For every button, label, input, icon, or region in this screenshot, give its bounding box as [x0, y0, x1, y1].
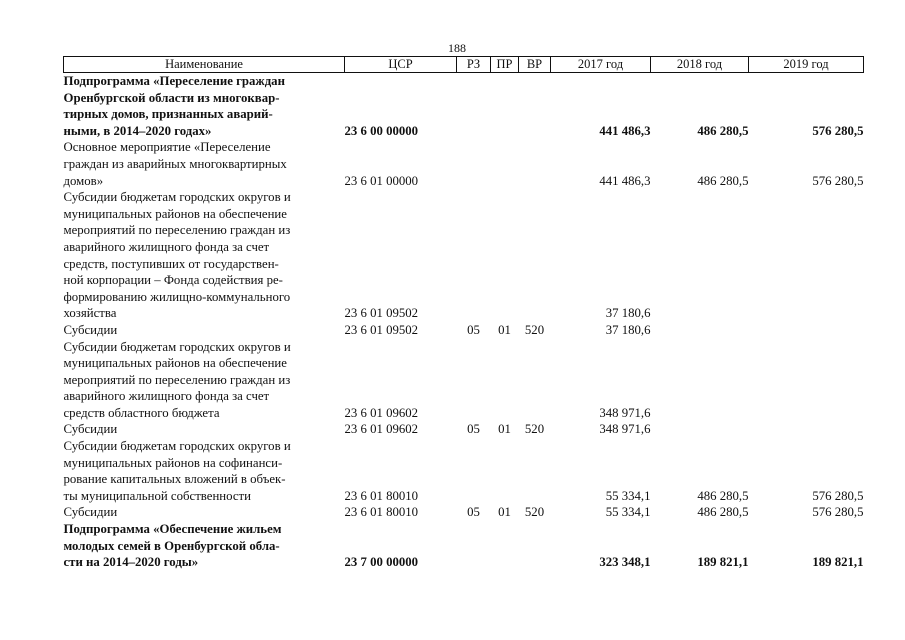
- row-rz: [457, 521, 491, 571]
- name-line: Субсидии: [63, 505, 118, 520]
- column-header-pr: ПР: [491, 57, 519, 73]
- row-rz: [457, 189, 491, 322]
- row-csr: 23 6 01 80010: [344, 505, 419, 520]
- name-line: формированию жилищно-коммунального: [63, 289, 291, 304]
- row-2019: 576 280,5: [812, 123, 864, 138]
- name-line: Подпрограмма «Обеспечение жильем: [63, 522, 282, 537]
- row-2017: 348 971,6: [599, 405, 651, 420]
- row-vr: [519, 438, 551, 504]
- name-line: мероприятий по переселению граждан из: [63, 372, 291, 387]
- row-name: [64, 139, 345, 189]
- column-header-rz: РЗ: [457, 57, 491, 73]
- row-pr: [491, 73, 519, 140]
- row-csr: 23 6 01 09502: [344, 306, 419, 321]
- row-vr: 520: [524, 322, 545, 337]
- name-line: ной корпорации – Фонда содействия ре-: [63, 273, 283, 288]
- row-name: [64, 189, 345, 322]
- name-line: Субсидии бюджетам городских округов и: [63, 190, 291, 205]
- name-line: Субсидии: [63, 422, 118, 437]
- row-2019: 189 821,1: [812, 555, 864, 570]
- row-name: [64, 339, 345, 422]
- name-line: муниципальных районов на обеспечение: [63, 356, 287, 371]
- name-line: аварийного жилищного фонда за счет: [63, 389, 270, 404]
- row-rz: [457, 339, 491, 422]
- column-header-vr: ВР: [519, 57, 551, 73]
- name-line: Оренбургской области из многоквар-: [63, 90, 280, 105]
- row-2018: 486 280,5: [697, 488, 749, 503]
- row-csr: 23 6 01 09502: [344, 322, 419, 337]
- row-name: [64, 504, 345, 521]
- name-line: аварийного жилищного фонда за счет: [63, 239, 270, 254]
- row-2017: 441 486,3: [599, 173, 651, 188]
- name-line: средств, поступивших от государствен-: [63, 256, 279, 271]
- row-rz: [457, 73, 491, 140]
- row-2017: 441 486,3: [599, 123, 651, 138]
- row-rz: [457, 438, 491, 504]
- name-line: рование капитальных вложений в объек-: [63, 472, 286, 487]
- row-csr: 23 6 01 09602: [344, 422, 419, 437]
- row-2017: 55 334,1: [605, 505, 651, 520]
- row-vr: [519, 189, 551, 322]
- row-2017: 55 334,1: [605, 488, 651, 503]
- row-2017: 348 971,6: [599, 422, 651, 437]
- table-row: [64, 139, 864, 189]
- row-2018: [651, 189, 749, 322]
- row-rz: 05: [467, 422, 480, 437]
- name-line: Субсидии: [63, 322, 118, 337]
- row-csr: 23 6 00 00000: [344, 123, 419, 138]
- row-2019: 576 280,5: [812, 505, 864, 520]
- name-line: сти на 2014–2020 годы»: [63, 555, 199, 570]
- row-2018: 189 821,1: [697, 555, 749, 570]
- row-2019: 576 280,5: [812, 488, 864, 503]
- name-line: тирных домов, признанных аварий-: [63, 107, 273, 122]
- table-row: [64, 438, 864, 504]
- budget-table: [63, 56, 864, 571]
- page-number: 188: [448, 41, 466, 55]
- row-vr: 520: [524, 422, 545, 437]
- row-2019: [749, 339, 864, 422]
- name-line: Субсидии бюджетам городских округов и: [63, 439, 291, 454]
- name-line: средств областного бюджета: [63, 405, 220, 420]
- row-vr: [519, 73, 551, 140]
- row-2019: [749, 421, 864, 438]
- column-header-2018: 2018 год: [651, 57, 749, 73]
- column-header-2017: 2017 год: [551, 57, 651, 73]
- row-name: [64, 521, 345, 571]
- row-2019: [749, 322, 864, 339]
- name-line: муниципальных районов на обеспечение: [63, 206, 287, 221]
- name-line: граждан из аварийных многоквартирных: [63, 156, 287, 171]
- row-pr: [491, 139, 519, 189]
- name-line: хозяйства: [63, 306, 117, 321]
- row-pr: [491, 438, 519, 504]
- row-vr: [519, 339, 551, 422]
- row-2018: [651, 339, 749, 422]
- name-line: Основное мероприятие «Переселение: [63, 140, 271, 155]
- row-pr: 01: [498, 322, 511, 337]
- row-name: [64, 73, 345, 140]
- row-vr: [519, 139, 551, 189]
- row-2017: 37 180,6: [605, 306, 651, 321]
- row-pr: 01: [498, 505, 511, 520]
- name-line: Подпрограмма «Переселение граждан: [63, 74, 285, 88]
- column-header-2019: 2019 год: [749, 57, 864, 73]
- table-row: [64, 339, 864, 422]
- row-pr: [491, 521, 519, 571]
- row-2019: [749, 189, 864, 322]
- name-line: мероприятий по переселению граждан из: [63, 223, 291, 238]
- column-header-csr: ЦСР: [345, 57, 457, 73]
- table-row: [64, 189, 864, 322]
- row-2018: [651, 421, 749, 438]
- column-header-name: Наименование: [64, 57, 345, 73]
- row-rz: 05: [467, 505, 480, 520]
- row-name: [64, 322, 345, 339]
- table-row: [64, 521, 864, 571]
- row-name: [64, 421, 345, 438]
- row-csr: 23 6 01 80010: [344, 488, 419, 503]
- name-line: молодых семей в Оренбургской обла-: [63, 538, 280, 553]
- row-csr: 23 6 01 00000: [344, 173, 419, 188]
- table-header-row: [64, 57, 864, 73]
- row-csr: 23 7 00 00000: [344, 555, 419, 570]
- name-line: Субсидии бюджетам городских округов и: [63, 339, 291, 354]
- row-pr: [491, 189, 519, 322]
- row-vr: 520: [524, 505, 545, 520]
- table-row: [64, 504, 864, 521]
- row-rz: 05: [467, 322, 480, 337]
- name-line: муниципальных районов на софинанси-: [63, 455, 283, 470]
- row-csr: 23 6 01 09602: [344, 405, 419, 420]
- table-row: [64, 322, 864, 339]
- row-pr: [491, 339, 519, 422]
- name-line: домов»: [63, 173, 104, 188]
- row-name: [64, 438, 345, 504]
- row-vr: [519, 521, 551, 571]
- row-2017: 37 180,6: [605, 322, 651, 337]
- row-2018: 486 280,5: [697, 505, 749, 520]
- row-2018: 486 280,5: [697, 123, 749, 138]
- table-row: [64, 73, 864, 140]
- name-line: ты муниципальной собственности: [63, 488, 251, 503]
- row-rz: [457, 139, 491, 189]
- name-line: ными, в 2014–2020 годах»: [63, 123, 212, 138]
- row-2018: [651, 322, 749, 339]
- row-2018: 486 280,5: [697, 173, 749, 188]
- row-2019: 576 280,5: [812, 173, 864, 188]
- row-2017: 323 348,1: [599, 555, 651, 570]
- table-row: [64, 421, 864, 438]
- row-pr: 01: [498, 422, 511, 437]
